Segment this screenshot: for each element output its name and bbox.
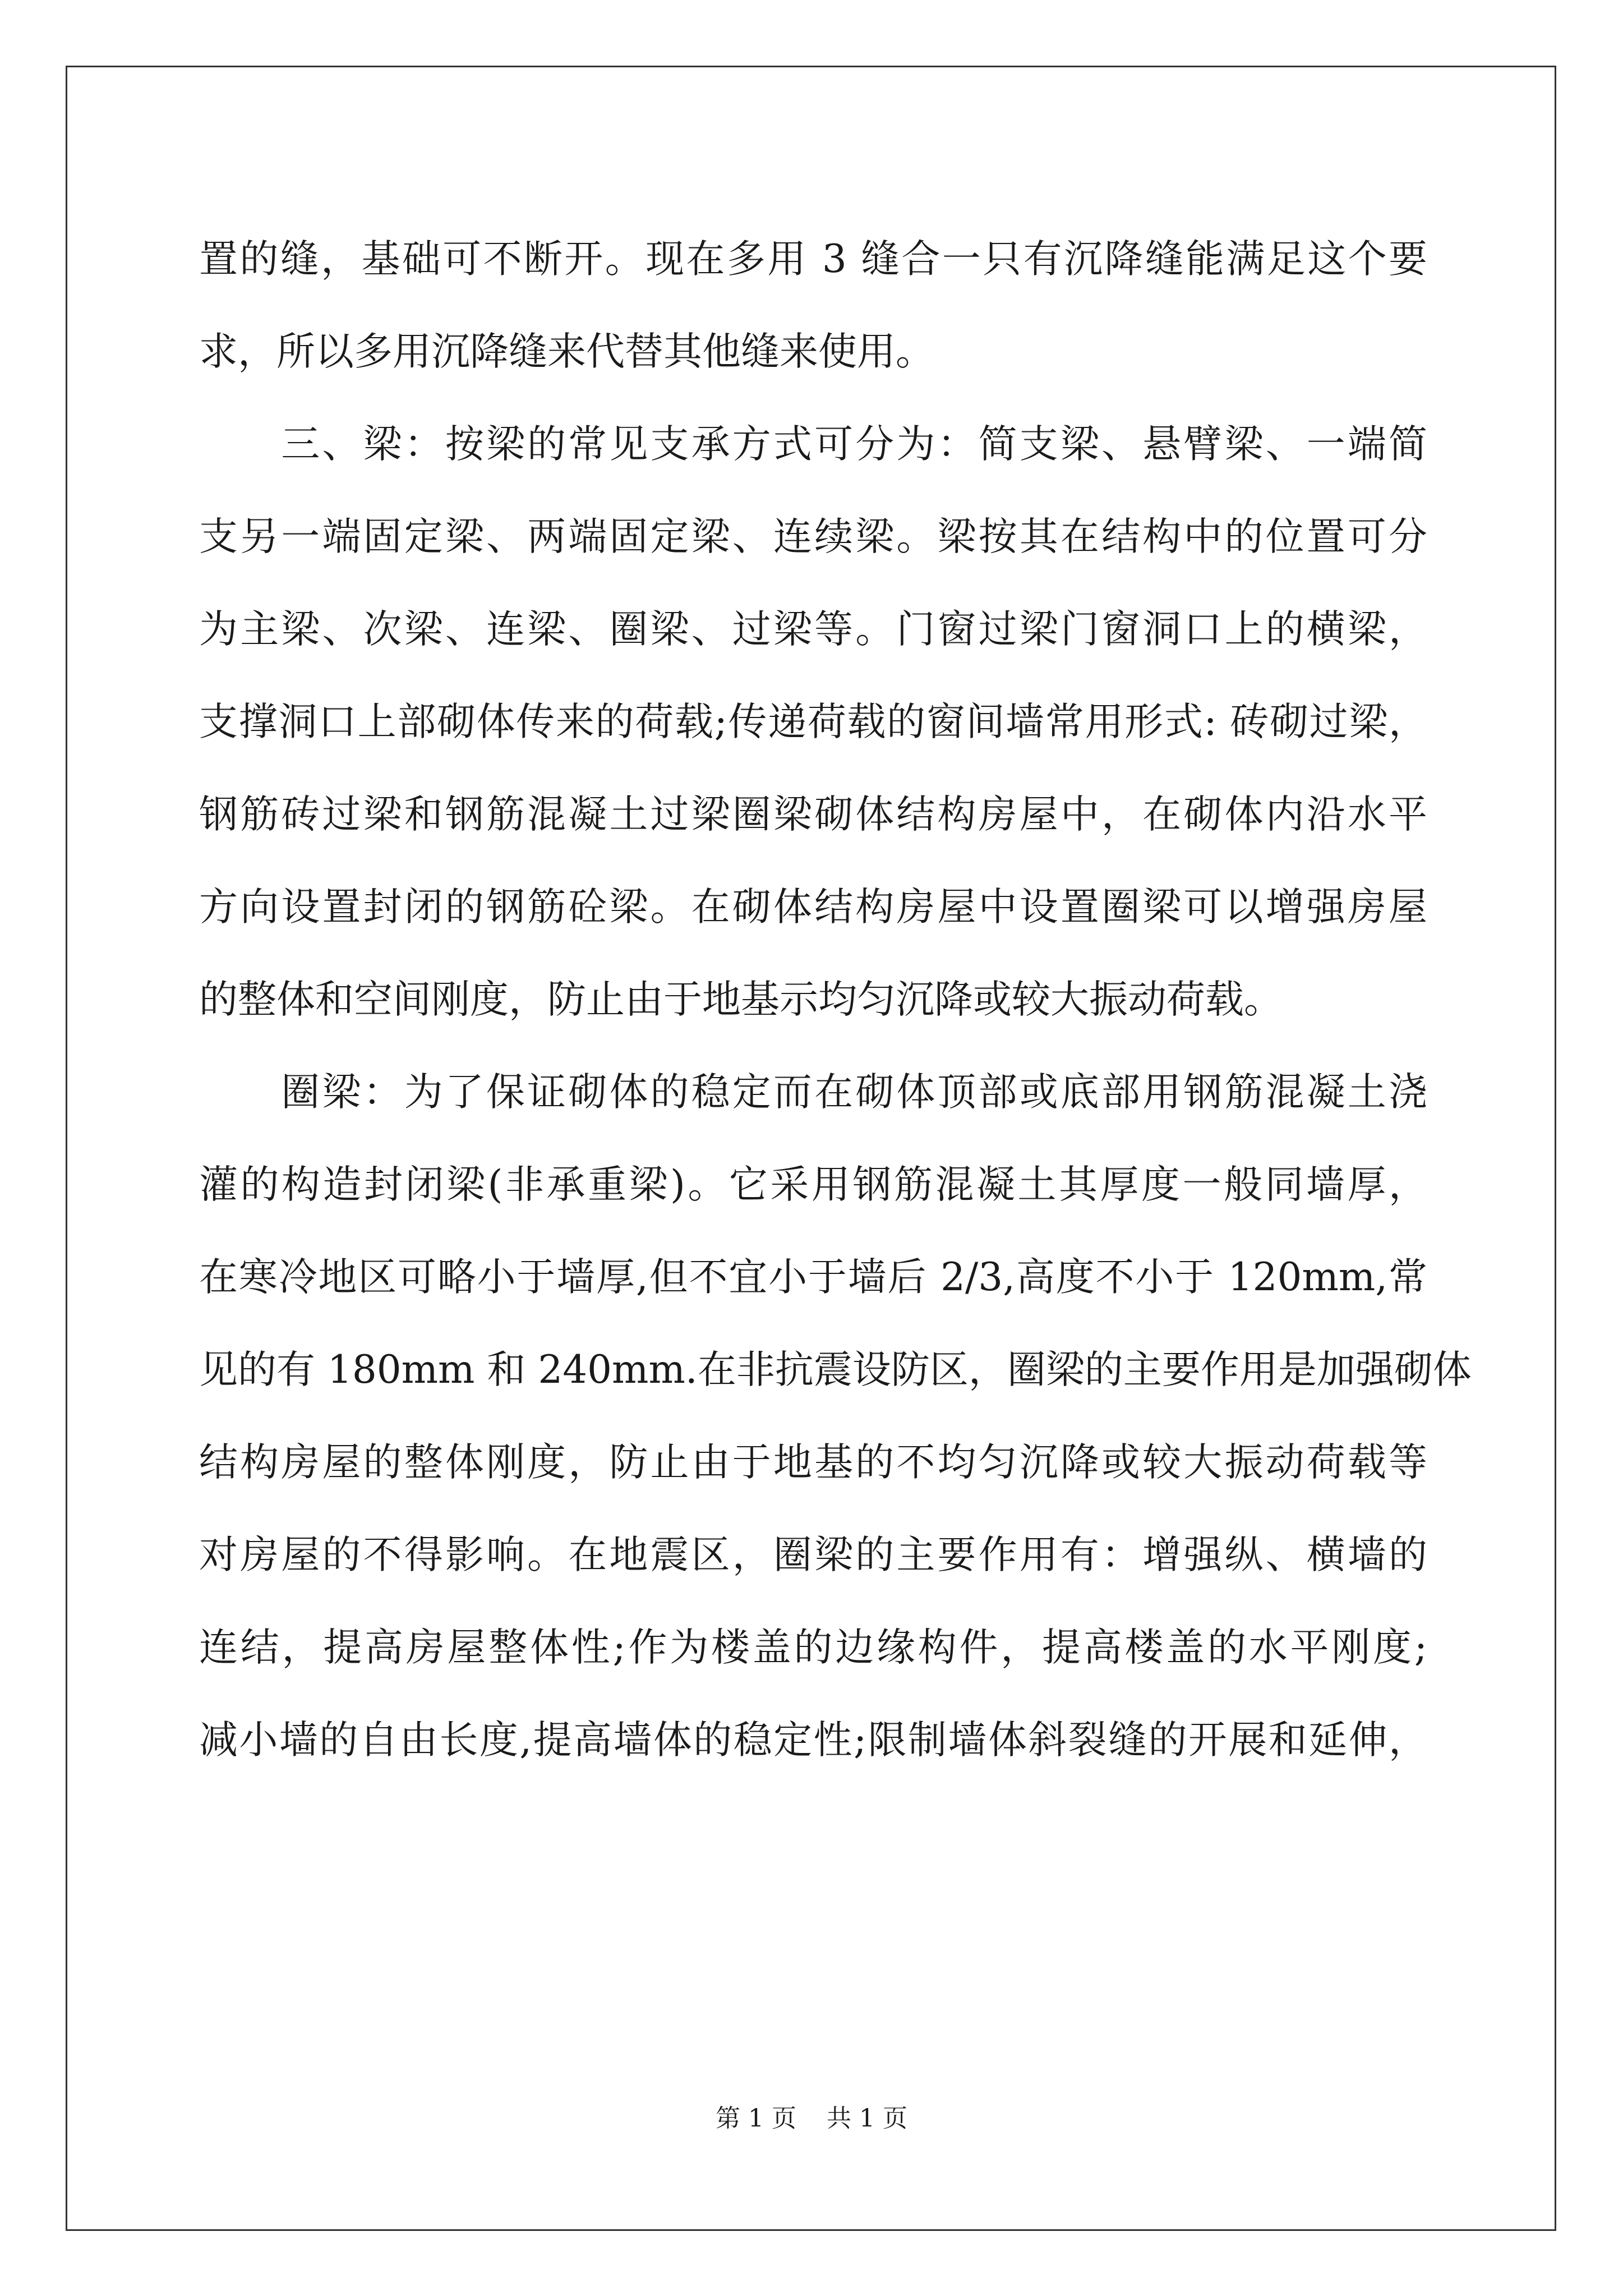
text-line: 减小墙的自由长度,提高墙体的稳定性;限制墙体斜裂缝的开展和延伸，: [199, 1718, 1427, 1763]
text-line: 置的缝，基础可不断开。现在多用 3 缝合一只有沉降缝能满足这个要: [199, 237, 1427, 282]
text-line: 三、梁：按梁的常见支承方式可分为：简支梁、悬臂梁、一端简: [199, 422, 1427, 467]
text-line: 求，所以多用沉降缝来代替其他缝来使用。: [199, 329, 934, 374]
text-line: 在寒冷地区可略小于墙厚,但不宜小于墙后 2/3,高度不小于 120mm,常: [199, 1255, 1427, 1300]
text-line: 钢筋砖过梁和钢筋混凝土过梁圈梁砌体结构房屋中，在砌体内沿水平: [199, 792, 1427, 837]
text-line: 对房屋的不得影响。在地震区，圈梁的主要作用有：增强纵、横墙的: [199, 1533, 1427, 1577]
page-footer: [0, 2098, 1623, 2134]
text-line: 灌的构造封闭梁(非承重梁)。它采用钢筋混凝土其厚度一般同墙厚，: [199, 1162, 1427, 1207]
text-line: 圈梁：为了保证砌体的稳定而在砌体顶部或底部用钢筋混凝土浇: [199, 1070, 1427, 1115]
text-line: 见的有 180mm 和 240mm.在非抗震设防区，圈梁的主要作用是加强砌体: [199, 1347, 1472, 1392]
text-line: 支另一端固定梁、两端固定梁、连续梁。梁按其在结构中的位置可分: [199, 514, 1427, 559]
page-total: 共 1 页: [827, 2104, 907, 2133]
text-line: 的整体和空间刚度，防止由于地基示均匀沉降或较大振动荷载。: [199, 977, 1283, 1022]
page-number: 第 1 页: [716, 2104, 796, 2133]
text-line: 支撑洞口上部砌体传来的荷载;传递荷载的窗间墙常用形式: 砖砌过梁，: [199, 700, 1427, 744]
text-line: 连结，提高房屋整体性;作为楼盖的边缘构件，提高楼盖的水平刚度;: [199, 1625, 1427, 1670]
text-line: 结构房屋的整体刚度，防止由于地基的不均匀沉降或较大振动荷载等: [199, 1440, 1427, 1485]
text-line: 为主梁、次梁、连梁、圈梁、过梁等。门窗过梁门窗洞口上的横梁，: [199, 607, 1427, 652]
document-body: [199, 213, 1472, 1787]
text-line: 方向设置封闭的钢筋砼梁。在砌体结构房屋中设置圈梁可以增强房屋: [199, 885, 1427, 930]
